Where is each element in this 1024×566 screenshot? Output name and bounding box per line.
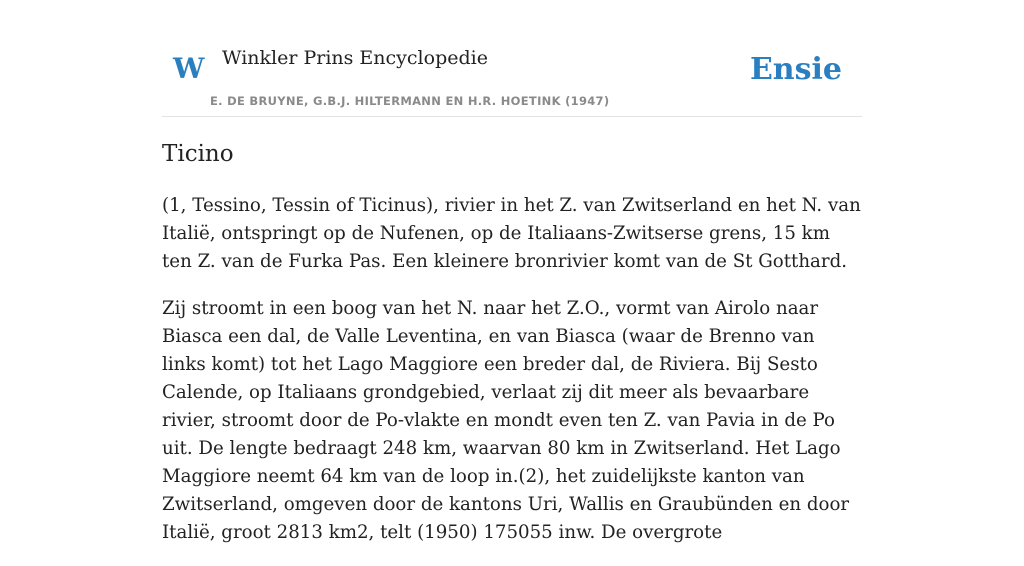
source-authors: E. DE BRUYNE, G.B.J. HILTERMANN EN H.R. HOETINK (1947) — [210, 94, 610, 108]
source-title-link[interactable]: Winkler Prins Encyclopedie — [222, 47, 488, 69]
entry-paragraph: (1, Tessino, Tessin of Ticinus), rivier in het Z. van Zwitserland en het N. van Italië, ontspringt op de Nufenen, op de Italiaans-Zwitserse grens, 15 km ten Z. van de Furka Pas. Een kleinere bronrivier komt van de St Gotthard. — [162, 195, 861, 272]
source-header — [162, 0, 862, 117]
entry-body — [162, 192, 862, 566]
source-logo-w[interactable]: W — [173, 52, 205, 85]
ensie-logo-link[interactable]: Ensie — [749, 52, 842, 87]
article-page — [162, 0, 862, 543]
entry-paragraph: Zij stroomt in een boog van het N. naar het Z.O., vormt van Airolo naar Biasca een dal, de Valle Leventina, en van Biasca (waar de Brenno van links komt) tot het Lago Maggiore een breder dal, de Riviera. Bij Sesto Calende, op Italiaans grondgebied, verlaat zij dit meer als bevaarbare rivier, stroomt door de Po-vlakte en mondt even ten Z. van Pavia in de Po uit. De lengte bedraagt 248 km, waarvan 80 km in Zwitserland. Het Lago Maggiore neemt 64 km van de loop in.(2), het zuidelijkste kanton van Zwitserland, omgeven door de kantons Uri, Wallis en Graubünden en door Italië, groot 2813 km2, telt (1950) 175055 inw. De overgrote — [162, 298, 850, 543]
entry-title: Ticino — [162, 141, 234, 167]
